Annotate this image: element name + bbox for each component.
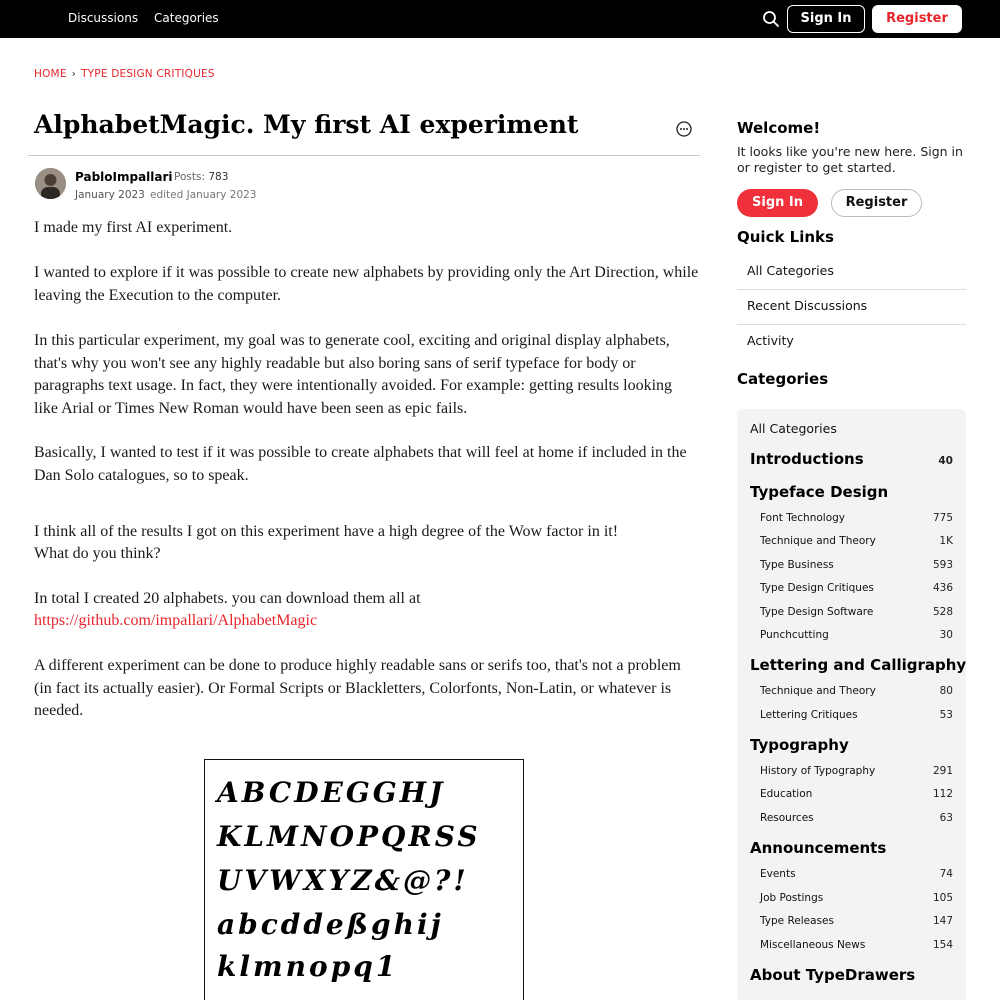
- avatar-photo-icon: [35, 168, 66, 199]
- post-paragraph: In total I created 20 alphabets. you can download them all at: [34, 590, 421, 607]
- category-item[interactable]: Type Releases: [760, 915, 834, 927]
- category-count: 436: [932, 582, 953, 594]
- category-item[interactable]: Technique and Theory: [760, 685, 876, 697]
- register-button[interactable]: Register: [872, 5, 962, 33]
- quick-link-divider: [737, 289, 966, 290]
- post-paragraph: I made my first AI experiment.: [34, 219, 233, 236]
- category-count: 593: [932, 559, 953, 571]
- title-divider: [28, 155, 700, 156]
- category-count: 112: [932, 788, 953, 800]
- category-all[interactable]: All Categories: [750, 421, 837, 436]
- nav-link-discussions[interactable]: Discussions: [68, 11, 139, 25]
- category-count: 74: [939, 868, 953, 880]
- category-count: 63: [939, 812, 953, 824]
- alphabet-line: abcddeßghij: [217, 908, 444, 941]
- alphabet-line: klmnopq1: [217, 950, 399, 983]
- post-link-paragraph: [34, 610, 699, 633]
- post-paragraph: What do you think?: [34, 545, 161, 562]
- category-item[interactable]: Type Design Software: [760, 606, 874, 618]
- category-item[interactable]: Job Postings: [760, 892, 824, 904]
- welcome-title: Welcome!: [737, 119, 821, 137]
- alphabet-line: ABCDEGGHJ: [217, 776, 446, 809]
- nav-link-categories[interactable]: Categories: [154, 11, 219, 25]
- avatar[interactable]: [35, 168, 66, 199]
- category-item[interactable]: Type Design Critiques: [760, 582, 874, 594]
- top-navigation-bar: [0, 0, 1000, 38]
- alphabet-sample-image[interactable]: [204, 759, 524, 1000]
- breadcrumb-home[interactable]: HOME: [34, 68, 67, 80]
- sign-in-button[interactable]: Sign In: [787, 5, 865, 33]
- category-count: 105: [932, 892, 953, 904]
- category-group-about-typedrawers[interactable]: About TypeDrawers: [750, 966, 916, 984]
- category-count: 775: [932, 512, 953, 524]
- posts-label: Posts:: [174, 171, 205, 183]
- post-paragraph: A different experiment can be done to produce highly readable sans or serifs too, that's not a problem (in fact its actually easier). Or Formal Scripts or Blackletters, Colorfonts, Non-Latin, or whatever is needed.: [34, 657, 681, 719]
- category-group-typography[interactable]: Typography: [750, 736, 849, 754]
- post-paragraph: In this particular experiment, my goal was to generate cool, exciting and original display alphabets, that's why you won't see any highly readable but also boring sans of serif typeface for body or paragraphs text usage. In fact, they were intentionally avoided. For example: getting results looking like Arial or Times New Roman would have been seen as epic fails.: [34, 332, 673, 417]
- quick-links-title: Quick Links: [737, 228, 834, 246]
- category-group-typeface-design[interactable]: Typeface Design: [750, 483, 889, 501]
- quick-link-divider: [737, 324, 966, 325]
- alphabet-line: KLMNOPQRSS: [217, 820, 481, 853]
- post-count: [174, 171, 228, 183]
- breadcrumb: [34, 68, 215, 80]
- category-count: 1K: [939, 535, 953, 547]
- post-paragraph: Basically, I wanted to test if it was possible to create alphabets that will feel at home if included in the Dan Solo catalogues, so to speak.: [34, 444, 687, 484]
- post-date[interactable]: January 2023: [75, 189, 145, 201]
- post-paragraph: I think all of the results I got on this experiment have a high degree of the Wow factor in it!: [34, 523, 619, 540]
- category-item[interactable]: Punchcutting: [760, 629, 829, 641]
- options-icon[interactable]: [676, 121, 692, 137]
- category-item[interactable]: Lettering Critiques: [760, 709, 858, 721]
- category-count: 147: [932, 915, 953, 927]
- posts-count: 783: [208, 171, 229, 183]
- quick-link-all-categories[interactable]: All Categories: [747, 263, 834, 278]
- post-paragraph: I wanted to explore if it was possible to create new alphabets by providing only the Art Direction, while leaving the Execution to the computer.: [34, 264, 699, 304]
- quick-link-activity[interactable]: Activity: [747, 333, 794, 348]
- category-count: 30: [939, 629, 953, 641]
- post-edited: edited January 2023: [150, 189, 257, 201]
- quick-link-recent-discussions[interactable]: Recent Discussions: [747, 298, 868, 313]
- category-count: 80: [939, 685, 953, 697]
- author-name[interactable]: PabloImpallari: [75, 170, 173, 184]
- category-count: 154: [932, 939, 953, 951]
- breadcrumb-separator: ›: [71, 68, 77, 80]
- category-group-introductions[interactable]: Introductions: [750, 450, 864, 468]
- sidebar-register-button[interactable]: Register: [831, 189, 922, 217]
- alphabet-line: UVWXYZ&@?!: [217, 864, 469, 897]
- category-group-lettering[interactable]: Lettering and Calligraphy: [750, 656, 967, 674]
- category-item[interactable]: Resources: [760, 812, 814, 824]
- category-item[interactable]: Miscellaneous News: [760, 939, 866, 951]
- category-count: 528: [932, 606, 953, 618]
- welcome-text: It looks like you're new here. Sign in or register to get started.: [737, 144, 963, 175]
- category-item[interactable]: History of Typography: [760, 765, 876, 777]
- page-title: AlphabetMagic. My first AI experiment: [34, 110, 579, 139]
- category-count: 53: [939, 709, 953, 721]
- category-group-announcements[interactable]: Announcements: [750, 839, 887, 857]
- category-item[interactable]: Font Technology: [760, 512, 846, 524]
- category-item[interactable]: Education: [760, 788, 813, 800]
- category-item[interactable]: Events: [760, 868, 796, 880]
- category-item[interactable]: Type Business: [760, 559, 834, 571]
- sidebar-sign-in-button[interactable]: Sign In: [737, 189, 818, 217]
- category-count: 291: [932, 765, 953, 777]
- categories-title: Categories: [737, 370, 829, 388]
- category-count: 40: [938, 455, 953, 467]
- breadcrumb-category[interactable]: TYPE DESIGN CRITIQUES: [81, 68, 215, 80]
- search-icon[interactable]: [762, 10, 780, 28]
- github-link[interactable]: https://github.com/impallari/AlphabetMagic: [34, 612, 318, 629]
- category-item[interactable]: Technique and Theory: [760, 535, 876, 547]
